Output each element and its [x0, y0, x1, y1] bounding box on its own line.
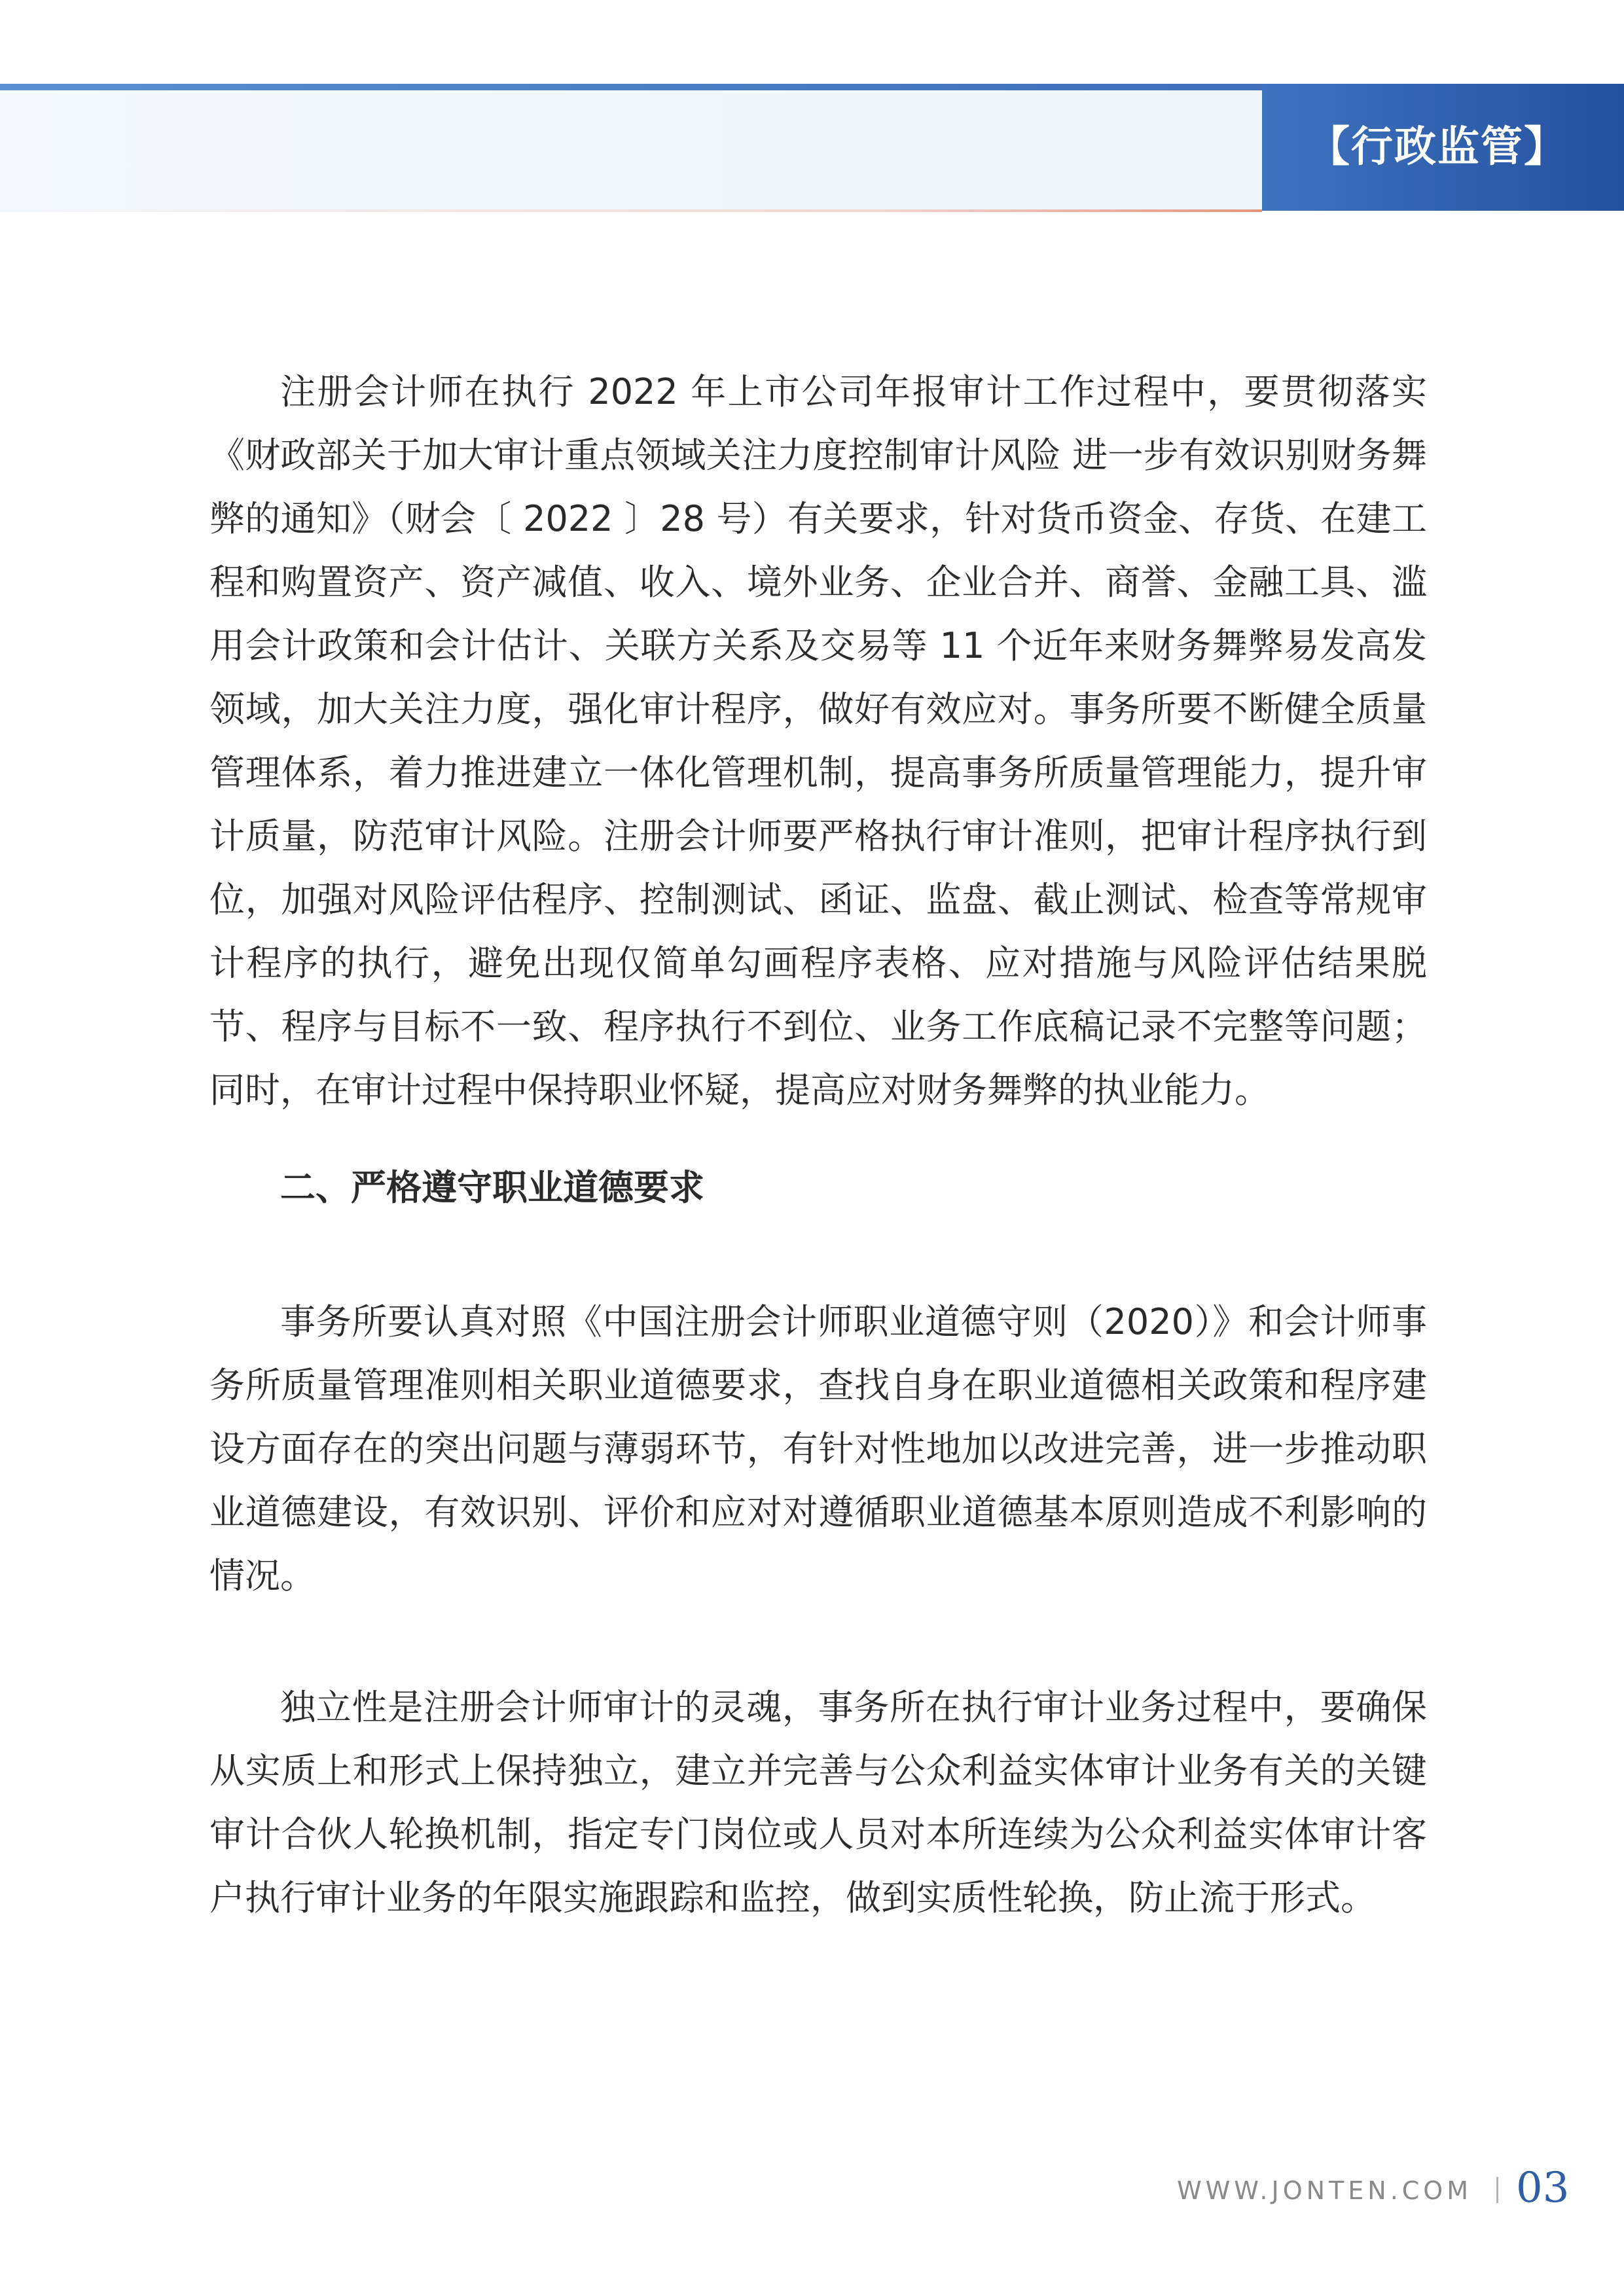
paragraph-independence: 独立性是注册会计师审计的灵魂，事务所在执行审计业务过程中，要确保从实质上和形式上保持独立，建立并完善与公众利益实体审计业务有关的关键审计合伙人轮换机制，指定专门岗位或人员对本所连续为公众利益实体审计客户执行审计业务的年限实施跟踪和监控，做到实质性轮换，防止流于形式。 — [209, 1687, 1427, 1918]
section-heading-ethics: 二、严格遵守职业道德要求 — [280, 1167, 704, 1208]
article-body — [209, 360, 1427, 1929]
header-top-line — [0, 84, 1262, 90]
footer-divider — [1496, 2177, 1498, 2203]
footer-website: WWW.JONTEN.COM — [1177, 2176, 1472, 2205]
header-band — [0, 90, 1262, 211]
paragraph-ethics-requirements: 事务所要认真对照《中国注册会计师职业道德守则（2020）》和会计师事务所质量管理准则相关职业道德要求，查找自身在职业道德相关政策和程序建设方面存在的突出问题与薄弱环节，有针对性地加以改进完善，进一步推动职业道德建设，有效识别、评价和应对对遵循职业道德基本原则造成不利影响的情况。 — [209, 1301, 1427, 1596]
section-tag: 【行政监管】 — [1262, 84, 1624, 211]
page-number: 03 — [1516, 2164, 1570, 2212]
header-underline — [0, 209, 1262, 212]
paragraph-audit-requirements: 注册会计师在执行 2022 年上市公司年报审计工作过程中，要贯彻落实《财政部关于加大审计重点领域关注力度控制审计风险 进一步有效识别财务舞弊的通知》（财会〔 2022 〕28 号）有关要求，针对货币资金、存货、在建工程和购置资产、资产减值、收入、境外业务、企业合并、商誉、金融工具、滥用会计政策和会计估计、关联方关系及交易等 11 个近年来财务舞弊易发高发领域，加大关注力度，强化审计程序，做好有效应对。事务所要不断健全质量管理体系，着力推进建立一体化管理机制，提高事务所质量管理能力，提升审计质量，防范审计风险。注册会计师要严格执行审计准则，把审计程序执行到位，加强对风险评估程序、控制测试、函证、监盘、截止测试、检查等常规审计程序的执行，避免出现仅简单勾画程序表格、应对措施与风险评估结果脱节、程序与目标不一致、程序执行不到位、业务工作底稿记录不完整等问题；同时，在审计过程中保持职业怀疑，提高应对财务舞弊的执业能力。 — [209, 371, 1427, 1111]
